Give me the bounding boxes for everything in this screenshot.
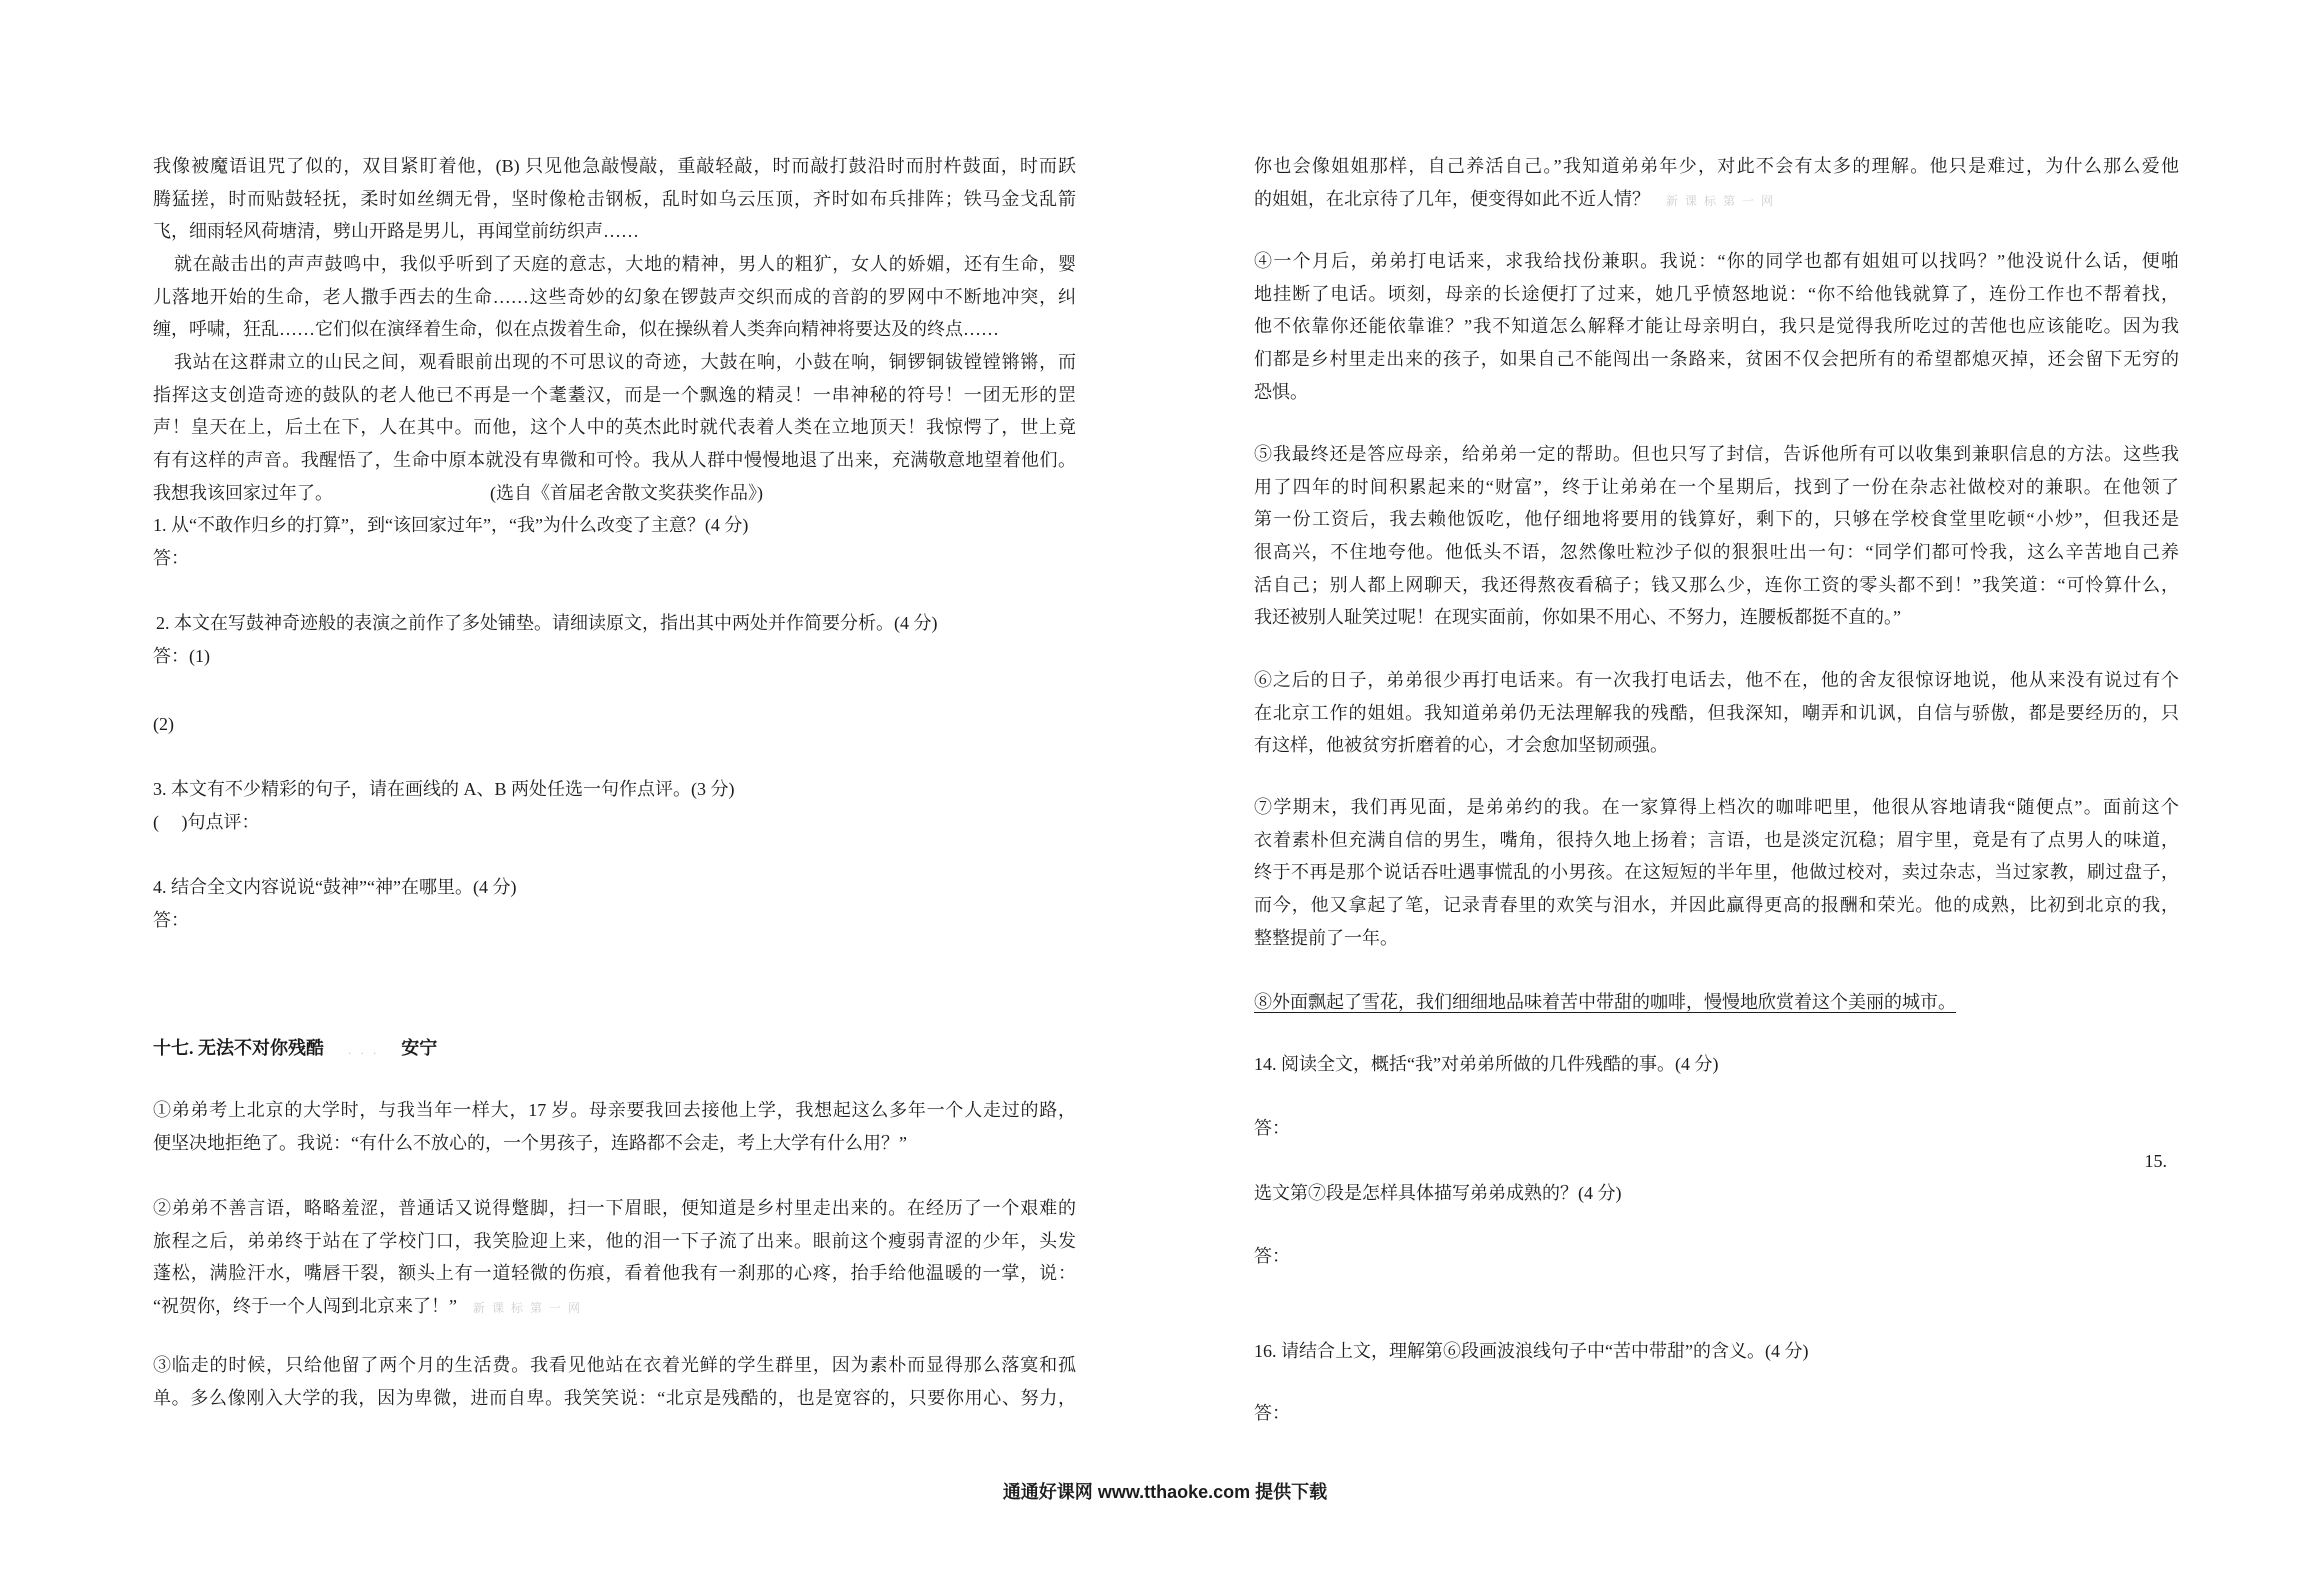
text-line-content: ④一个月后，弟弟打电话来，求我给找份兼职。我说：“你的同学也都有姐姐可以找吗？”他没说什么话，便啪 [1254, 251, 2179, 271]
text-line-content: 衣着素朴但充满自信的男生，嘴角，很持久地上扬着；言语，也是淡定沉稳；眉宇里，竟是有了点男人的味道， [1254, 829, 2179, 850]
text-line-content: 指挥这支创造奇迹的鼓队的老人他已不再是一个耄耋汉，而是一个飘逸的精灵！一串神秘的符号！一团无形的罡 [153, 384, 1076, 405]
text-line-content: 我像被魔语诅咒了似的，双目紧盯着他，(B) 只见他急敲慢敲，重敲轻敲，时而敲打鼓沿时而肘杵鼓面，时而跃 [153, 156, 1076, 176]
text-line-content: 们都是乡村里走出来的孩子，如果自己不能闯出一条路来，贫困不仅会把所有的希望都熄灭掉，还会留下无穷的 [1254, 348, 2179, 369]
question-4 [153, 871, 1076, 936]
text-line [153, 1127, 1076, 1160]
text-line-content: 就在敲击出的声声鼓鸣中，我似乎听到了天庭的意志，大地的精神，男人的粗犷，女人的娇媚，还有生命，婴 [174, 253, 1076, 274]
text-line-content: “祝贺你，终于一个人闯到北京来了！” [153, 1295, 457, 1316]
text-line [153, 1192, 1076, 1225]
text-line [1254, 601, 2179, 634]
question-1-answer-label: 答： [153, 547, 189, 568]
text-line-content: 腾猛搓，时而贴鼓轻抚，柔时如丝绸无骨，坚时像枪击钢板，乱时如乌云压顶，齐时如布兵排阵；铁马金戈乱箭 [153, 188, 1076, 209]
story-paragraph-1 [153, 1094, 1076, 1159]
text-line-content: 单。多么像刚入大学的我，因为卑微，进而自卑。我笑笑说：“北京是残酷的，也是宽容的，只要你用心、努力， [153, 1387, 1076, 1408]
text-line [153, 444, 1076, 477]
story-paragraph-3 [153, 1349, 1076, 1414]
story-paragraph-2 [153, 1192, 1076, 1323]
text-line-content: 用了四年的时间积累起来的“财富”，终于让弟弟在一个星期后，找到了一份在杂志社做校对的兼职。在他领了 [1254, 476, 2179, 497]
text-line [153, 379, 1076, 412]
section-dots: . . . [348, 1042, 380, 1057]
page-footer: 通通好课网 www.tthaoke.com 提供下载 [1002, 1482, 1328, 1502]
question-15-number-row [1254, 1145, 2179, 1178]
essay-paragraph-2 [153, 248, 1076, 346]
text-line [1254, 150, 2179, 183]
watermark-text: 新 课 标 第 一 网 [1666, 193, 1776, 208]
text-line [153, 1257, 1076, 1290]
question-16-prompt: 16. 请结合上文，理解第⑥段画波浪线句子中“苦中带甜”的含义。(4 分) [1254, 1341, 1809, 1361]
question-2-part-2 [153, 708, 1076, 741]
text-line-content: 地挂断了电话。顷刻，母亲的长途便打了过来，她几乎愤怒地说：“你不给他钱就算了，连份工作也不帮着找， [1254, 283, 2179, 304]
text-line-content: 第一份工资后，我去赖他饭吃，他仔细地将要用的钱算好，剩下的，只够在学校食堂里吃顿“小炒”，但我还是 [1254, 509, 2179, 530]
text-line [153, 313, 1076, 346]
text-line [1254, 278, 2179, 311]
story-paragraph-4 [1254, 245, 2179, 408]
question-15-answer [1254, 1240, 2179, 1273]
text-line [153, 411, 1076, 444]
text-line [153, 281, 1076, 314]
question-2-prompt: 2. 本文在写鼓神奇迹般的表演之前作了多处铺垫。请细读原文，指出其中两处并作简要分析。(4 分) [156, 613, 938, 633]
text-line [1254, 824, 2179, 857]
text-line-content: ⑥之后的日子，弟弟很少再打电话来。有一次我打电话去，他不在，他的舍友很惊讶地说，他从来没有说过有个 [1254, 670, 2179, 690]
text-line [153, 248, 1076, 281]
text-line-content: 很高兴，不住地夸他。他低头不语，忽然像吐粒沙子似的狠狠吐出一句：“同学们都可怜我，这么辛苦地自己养 [1254, 541, 2179, 562]
text-line-content: 恐惧。 [1254, 381, 1308, 402]
question-3-answer-label: ( )句点评： [153, 811, 260, 832]
question-15-answer-label: 答： [1254, 1246, 1290, 1266]
text-line-content: 在北京工作的姐姐。我知道弟弟仍无法理解我的残酷，但我深知，嘲弄和讥讽，自信与骄傲，都是要经历的，只 [1254, 702, 2179, 723]
watermark-text: 新 课 标 第 一 网 [472, 1300, 582, 1315]
text-line [1254, 856, 2179, 889]
question-15-number: 15. [2144, 1151, 2167, 1171]
section-author: 安宁 [401, 1038, 438, 1058]
text-line [1254, 922, 2179, 955]
text-line [153, 1382, 1076, 1415]
text-line-content: 你也会像姐姐那样，自己养活自己。”我知道弟弟年少，对此不会有太多的理解。他只是难过，为什么那么爱他 [1254, 156, 2179, 176]
story-paragraph-8 [1254, 986, 2179, 1019]
story-paragraph-3-continued [1254, 150, 2179, 215]
question-14-answer-label: 答： [1254, 1118, 1290, 1138]
text-line-content: 整整提前了一年。 [1254, 927, 1398, 948]
text-line-content: 飞，细雨轻风荷塘清，劈山开路是男儿，再闻堂前纺织声…… [153, 221, 639, 242]
question-2 [153, 607, 1079, 672]
story-paragraph-5 [1254, 438, 2179, 634]
question-3-prompt: 3. 本文有不少精彩的句子，请在画线的 A、B 两处任选一句作点评。(3 分) [153, 779, 735, 799]
question-2-answer-label-2: (2) [153, 714, 174, 734]
question-2-answer-label-1: 答：(1) [153, 645, 210, 666]
question-14-answer [1254, 1112, 2179, 1145]
text-line-content: 活自己；别人都上网聊天，我还得熬夜看稿子；钱又那么少，连你工资的零头都不到！”我笑道：“可怜算什么， [1254, 574, 2179, 595]
question-16-answer-label: 答： [1254, 1403, 1290, 1423]
text-line-content: 缠，呼啸，狂乱……它们似在演绎着生命，似在点拨着生命，似在操纵着人类奔向精神将要达及的终点…… [153, 319, 999, 340]
text-line-content: 旅程之后，弟弟终于站在了学校门口，我笑脸迎上来，他的泪一下子流了出来。眼前这个瘦弱青涩的少年，头发 [153, 1230, 1076, 1251]
section-heading [153, 1032, 1076, 1065]
text-line [153, 1349, 1076, 1382]
text-line [1254, 697, 2179, 730]
essay-paragraph-1 [153, 150, 1076, 248]
question-16 [1254, 1335, 2179, 1368]
text-line-content: 他不依靠你还能依靠谁？”我不知道怎么解释才能让母亲明白，我只是觉得我所吃过的苦他也应该能吃。因为我 [1254, 316, 2179, 337]
text-line [153, 1094, 1076, 1127]
text-line-content: 蓬松，满脸汗水，嘴唇干裂，额头上有一道轻微的伤痕，看着他我有一刹那的心疼，抬手给他温暖的一掌，说： [153, 1263, 1076, 1284]
question-14-prompt: 14. 阅读全文，概括“我”对弟弟所做的几件残酷的事。(4 分) [1254, 1054, 1719, 1074]
story-paragraph-6 [1254, 664, 2179, 762]
question-14 [1254, 1048, 2179, 1081]
text-line [1254, 503, 2179, 536]
text-line [153, 1290, 1076, 1323]
question-16-answer [1254, 1397, 2179, 1430]
essay-source: (选自《首届老舍散文奖获奖作品》) [490, 482, 763, 503]
text-line [1254, 310, 2179, 343]
text-line-content: 我想我该回家过年了。 [153, 482, 333, 503]
text-line [153, 346, 1076, 379]
story-paragraph-7 [1254, 791, 2179, 954]
text-line [153, 215, 1076, 248]
question-15 [1254, 1177, 2179, 1210]
text-line [1254, 536, 2179, 569]
question-1 [153, 509, 1076, 574]
section-title: 十七. 无法不对你残酷 [153, 1038, 324, 1058]
text-line-content: 我站在这群肃立的山民之间，观看眼前出现的不可思议的奇迹，大鼓在响，小鼓在响，铜锣铜钹镗镗锵锵，而 [174, 351, 1076, 372]
text-line [1254, 183, 2179, 216]
text-line [1254, 245, 2179, 278]
text-line-content: 而今，他又拿起了笔，记录青春里的欢笑与泪水，并因此赢得更高的报酬和荣光。他的成熟，比初到北京的我， [1254, 894, 2179, 915]
text-line [1254, 889, 2179, 922]
text-line-content: 我还被别人耻笑过呢！在现实面前，你如果不用心、不努力，连腰板都挺不直的。” [1254, 607, 1901, 628]
text-line [1254, 343, 2179, 376]
text-line-content: ①弟弟考上北京的大学时，与我当年一样大，17 岁。母亲要我回去接他上学，我想起这么多年一个人走过的路， [153, 1100, 1076, 1120]
text-line-content: 便坚决地拒绝了。我说：“有什么不放心的，一个男孩子，连路都不会走，考上大学有什么用？” [153, 1132, 907, 1153]
text-line [153, 150, 1076, 183]
text-line-content: 有这样，他被贫穷折磨着的心，才会愈加坚韧顽强。 [1254, 735, 1668, 756]
text-line-content: 儿落地开始的生命，老人撒手西去的生命……这些奇妙的幻象在锣鼓声交织而成的音韵的罗网中不断地冲突，纠 [153, 286, 1076, 307]
text-line-content: ②弟弟不善言语，略略羞涩，普通话又说得蹩脚，扫一下眉眼，便知道是乡村里走出来的。在经历了一个艰难的 [153, 1198, 1076, 1218]
text-line [1254, 569, 2179, 602]
question-15-prompt: 选文第⑦段是怎样具体描写弟弟成熟的？(4 分) [1254, 1183, 1622, 1203]
text-line [153, 1225, 1076, 1258]
text-line [1254, 438, 2179, 471]
text-line [1254, 791, 2179, 824]
text-line [1254, 376, 2179, 409]
text-line [1254, 729, 2179, 762]
text-line-content: ⑦学期末，我们再见面，是弟弟约的我。在一家算得上档次的咖啡吧里，他很从容地请我“随便点”。面前这个 [1254, 797, 2179, 817]
text-line [1254, 471, 2179, 504]
underlined-sentence: ⑧外面飘起了雪花，我们细细地品味着苦中带甜的咖啡，慢慢地欣赏着这个美丽的城市。 [1254, 992, 1956, 1012]
text-line-content: ⑤我最终还是答应母亲，给弟弟一定的帮助。但也只写了封信，告诉他所有可以收集到兼职信息的方法。这些我 [1254, 444, 2179, 464]
question-4-answer-label: 答： [153, 909, 189, 930]
text-line [1254, 664, 2179, 697]
question-4-prompt: 4. 结合全文内容说说“鼓神”“神”在哪里。(4 分) [153, 877, 517, 897]
text-line [153, 183, 1076, 216]
question-1-prompt: 1. 从“不敢作归乡的打算”，到“该回家过年”，“我”为什么改变了主意？(4 分) [153, 515, 749, 535]
essay-ending [153, 150, 1076, 509]
text-line-content: 有有这样的声音。我醒悟了，生命中原本就没有卑微和可怜。我从人群中慢慢地退了出来，充满敬意地望着他们。 [153, 449, 1076, 470]
text-line-content: 的姐姐，在北京待了几年，便变得如此不近人情？ [1254, 188, 1650, 209]
text-line-content: 声！皇天在上，后土在下，人在其中。而他，这个人中的英杰此时就代表着人类在立地顶天！我惊愕了，世上竟 [153, 417, 1076, 438]
text-line-content: ③临走的时候，只给他留了两个月的生活费。我看见他站在衣着光鲜的学生群里，因为素朴而显得那么落寞和孤 [153, 1355, 1076, 1375]
text-line-content: 终于不再是那个说话吞吐遇事慌乱的小男孩。在这短短的半年里，他做过校对，卖过杂志，当过家教，刷过盘子， [1254, 862, 2179, 883]
question-3 [153, 773, 1076, 838]
